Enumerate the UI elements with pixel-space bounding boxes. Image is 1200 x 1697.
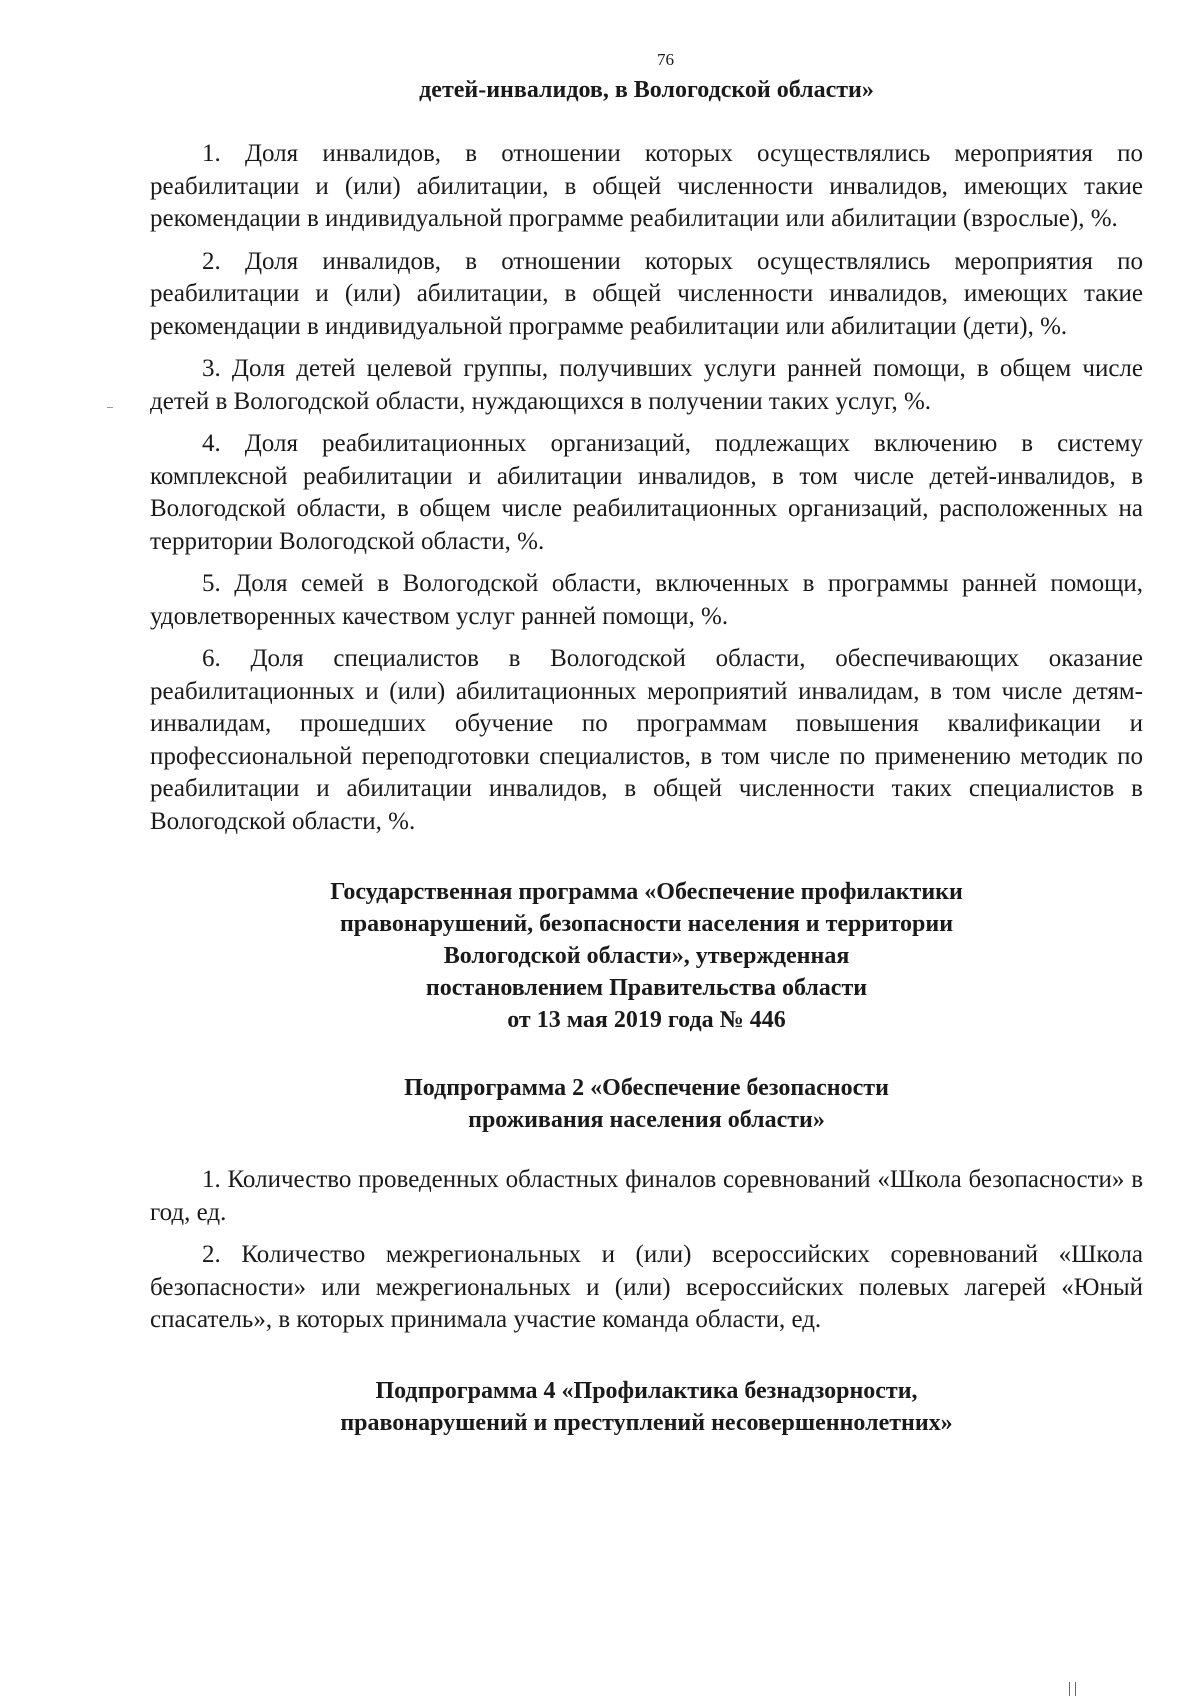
state-program-heading — [150, 876, 1143, 1036]
heading-line: правонарушений, безопасности населения и территории — [339, 911, 954, 937]
subprogram-2-heading — [150, 1072, 1143, 1136]
list-item: 3. Доля детей целевой группы, получивших услуги ранней помощи, в общем числе детей в Вологодской области, нуждающихся в получении таких услуг, %. — [150, 355, 1143, 415]
heading-line: проживания населения области» — [468, 1107, 825, 1133]
list-item: 5. Доля семей в Вологодской области, включенных в программы ранней помощи, удовлетворенных качеством услуг ранней помощи, %. — [150, 570, 1143, 630]
page-number: 76 — [657, 50, 674, 69]
list-item: 2. Количество межрегиональных и (или) всероссийских соревнований «Школа безопасности» или межрегиональных и (или) всероссийских полевых лагерей «Юный спасатель», в которых принимала участие команда области, ед. — [150, 1241, 1143, 1333]
heading-line: Государственная программа «Обеспечение профилактики — [330, 879, 963, 905]
list-item: 1. Доля инвалидов, в отношении которых осуществлялись мероприятия по реабилитации и (или) абилитации, в общей численности инвалидов, имеющих такие рекомендации в индивидуальной программе реабилитации или абилитации (взрослые), %. — [150, 140, 1143, 232]
indicator-list-safety — [150, 1164, 1143, 1337]
heading-line: Подпрограмма 2 «Обеспечение безопасности — [404, 1075, 889, 1101]
list-item: 6. Доля специалистов в Вологодской области, обеспечивающих оказание реабилитационных и (или) абилитационных мероприятий инвалидам, в том числе детям-инвалидам, прошедших обучение по программам повышения квалификации и профессиональной переподготовки специалистов, в том числе по применению методик по реабилитации и абилитации инвалидов, в общей численности таких специалистов в Вологодской области, %. — [150, 645, 1143, 835]
subprogram-4-heading — [150, 1375, 1143, 1439]
heading-line: постановлением Правительства области — [425, 975, 868, 1001]
indicator-list-rehabilitation — [150, 138, 1143, 838]
list-item: 1. Количество проведенных областных финалов соревнований «Школа безопасности» в год, ед. — [150, 1166, 1143, 1226]
list-item: 4. Доля реабилитационных организаций, подлежащих включению в систему комплексной реабилитации и абилитации инвалидов, в том числе детей-инвалидов, в Вологодской области, в общем числе реабилитационных организаций, расположенных на территории Вологодской области, %. — [150, 430, 1143, 555]
document-page — [150, 50, 1143, 1439]
scan-margin-mark — [107, 407, 113, 408]
heading-line: Подпрограмма 4 «Профилактика безнадзорности, — [375, 1377, 918, 1404]
list-item: 2. Доля инвалидов, в отношении которых осуществлялись мероприятия по реабилитации и (или) абилитации, в общей численности инвалидов, имеющих такие рекомендации в индивидуальной программе реабилитации или абилитации (дети), %. — [150, 247, 1143, 340]
scan-corner-mark — [1067, 1682, 1079, 1696]
continued-section-heading: детей-инвалидов, в Вологодской области» — [419, 77, 874, 103]
heading-line: Вологодской области», утвержденная — [443, 943, 850, 969]
heading-line: правонарушений и преступлений несовершеннолетних» — [340, 1409, 953, 1436]
heading-line: от 13 мая 2019 года № 446 — [507, 1007, 786, 1033]
